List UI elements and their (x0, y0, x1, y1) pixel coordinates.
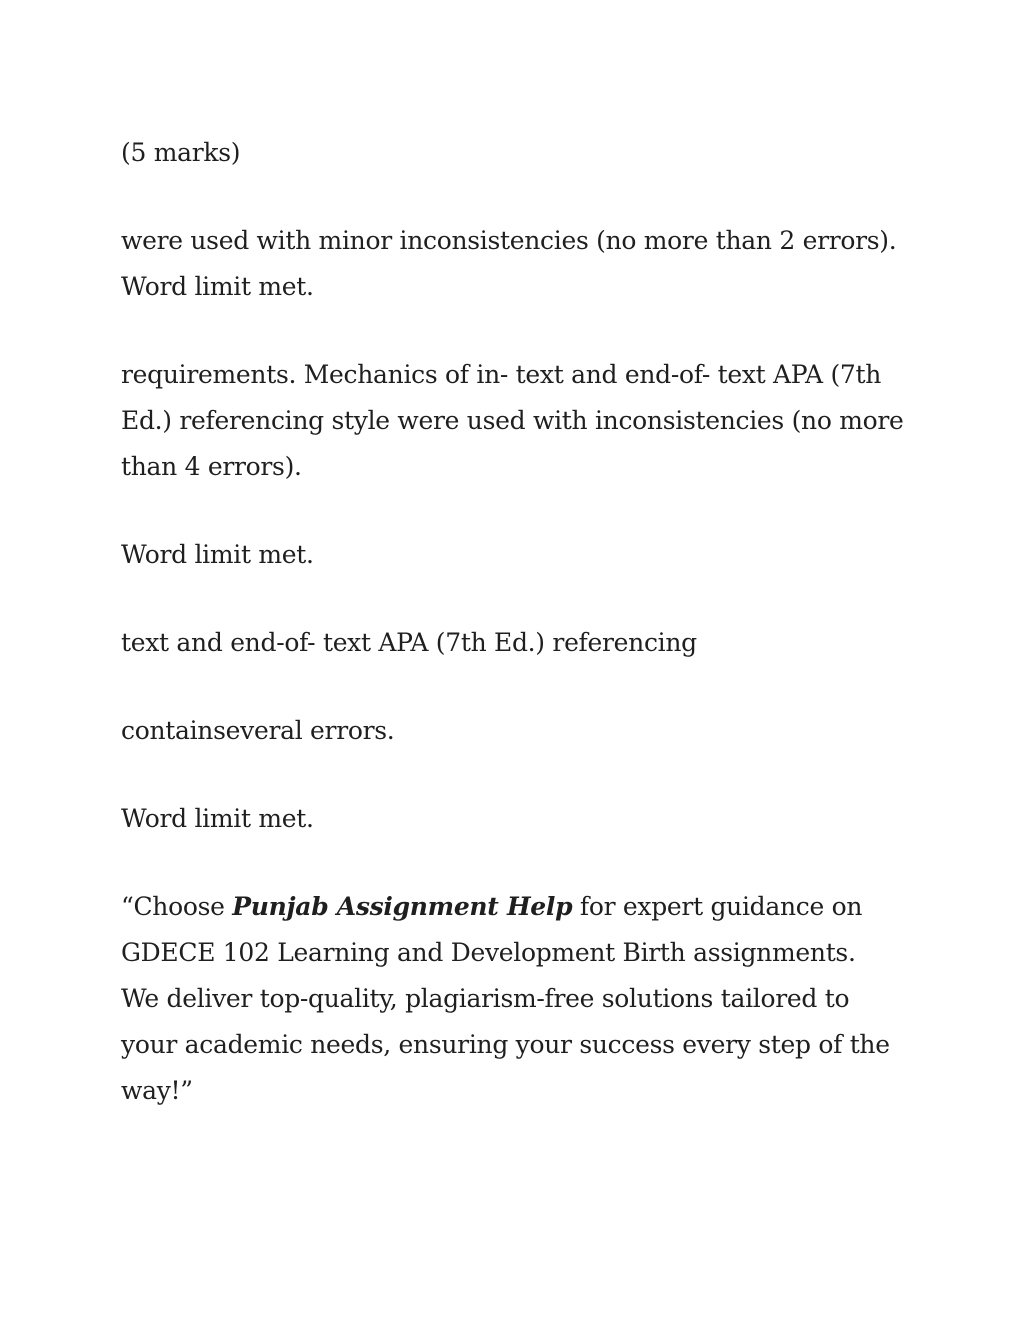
text-line: than 4 errors). (121, 452, 302, 481)
text-line: We deliver top-quality, plagiarism-free solutions tailored to (121, 984, 850, 1013)
paragraph-word-limit (121, 532, 921, 578)
paragraph-apa-referencing (121, 620, 921, 666)
text-line (121, 884, 921, 930)
closing-promo-paragraph (121, 884, 921, 1114)
text-line: Word limit met. (121, 804, 314, 833)
text-line: containseveral errors. (121, 716, 395, 745)
brand-name: Punjab Assignment Help (232, 892, 573, 921)
text-line: requirements. Mechanics of in- text and end-of- text APA (7th (121, 360, 882, 389)
text-line: GDECE 102 Learning and Development Birth assignments. (121, 938, 856, 967)
text-line: Word limit met. (121, 540, 314, 569)
text-line: your academic needs, ensuring your success every step of the (121, 1030, 890, 1059)
text-line: (5 marks) (121, 138, 241, 167)
promo-prefix: “Choose (121, 892, 233, 921)
text-line: Word limit met. (121, 272, 314, 301)
paragraph-minor-inconsistencies (121, 218, 921, 310)
promo-suffix: for expert guidance on (572, 892, 863, 921)
text-line: Ed.) referencing style were used with inconsistencies (no more (121, 406, 904, 435)
paragraph-marks (121, 130, 921, 176)
paragraph-word-limit-2 (121, 796, 921, 842)
text-line: text and end-of- text APA (7th Ed.) referencing (121, 628, 697, 657)
paragraph-several-errors (121, 708, 921, 754)
document-body (121, 130, 921, 1114)
text-line: were used with minor inconsistencies (no more than 2 errors). (121, 226, 897, 255)
text-line: way!” (121, 1076, 193, 1105)
paragraph-requirements (121, 352, 921, 490)
